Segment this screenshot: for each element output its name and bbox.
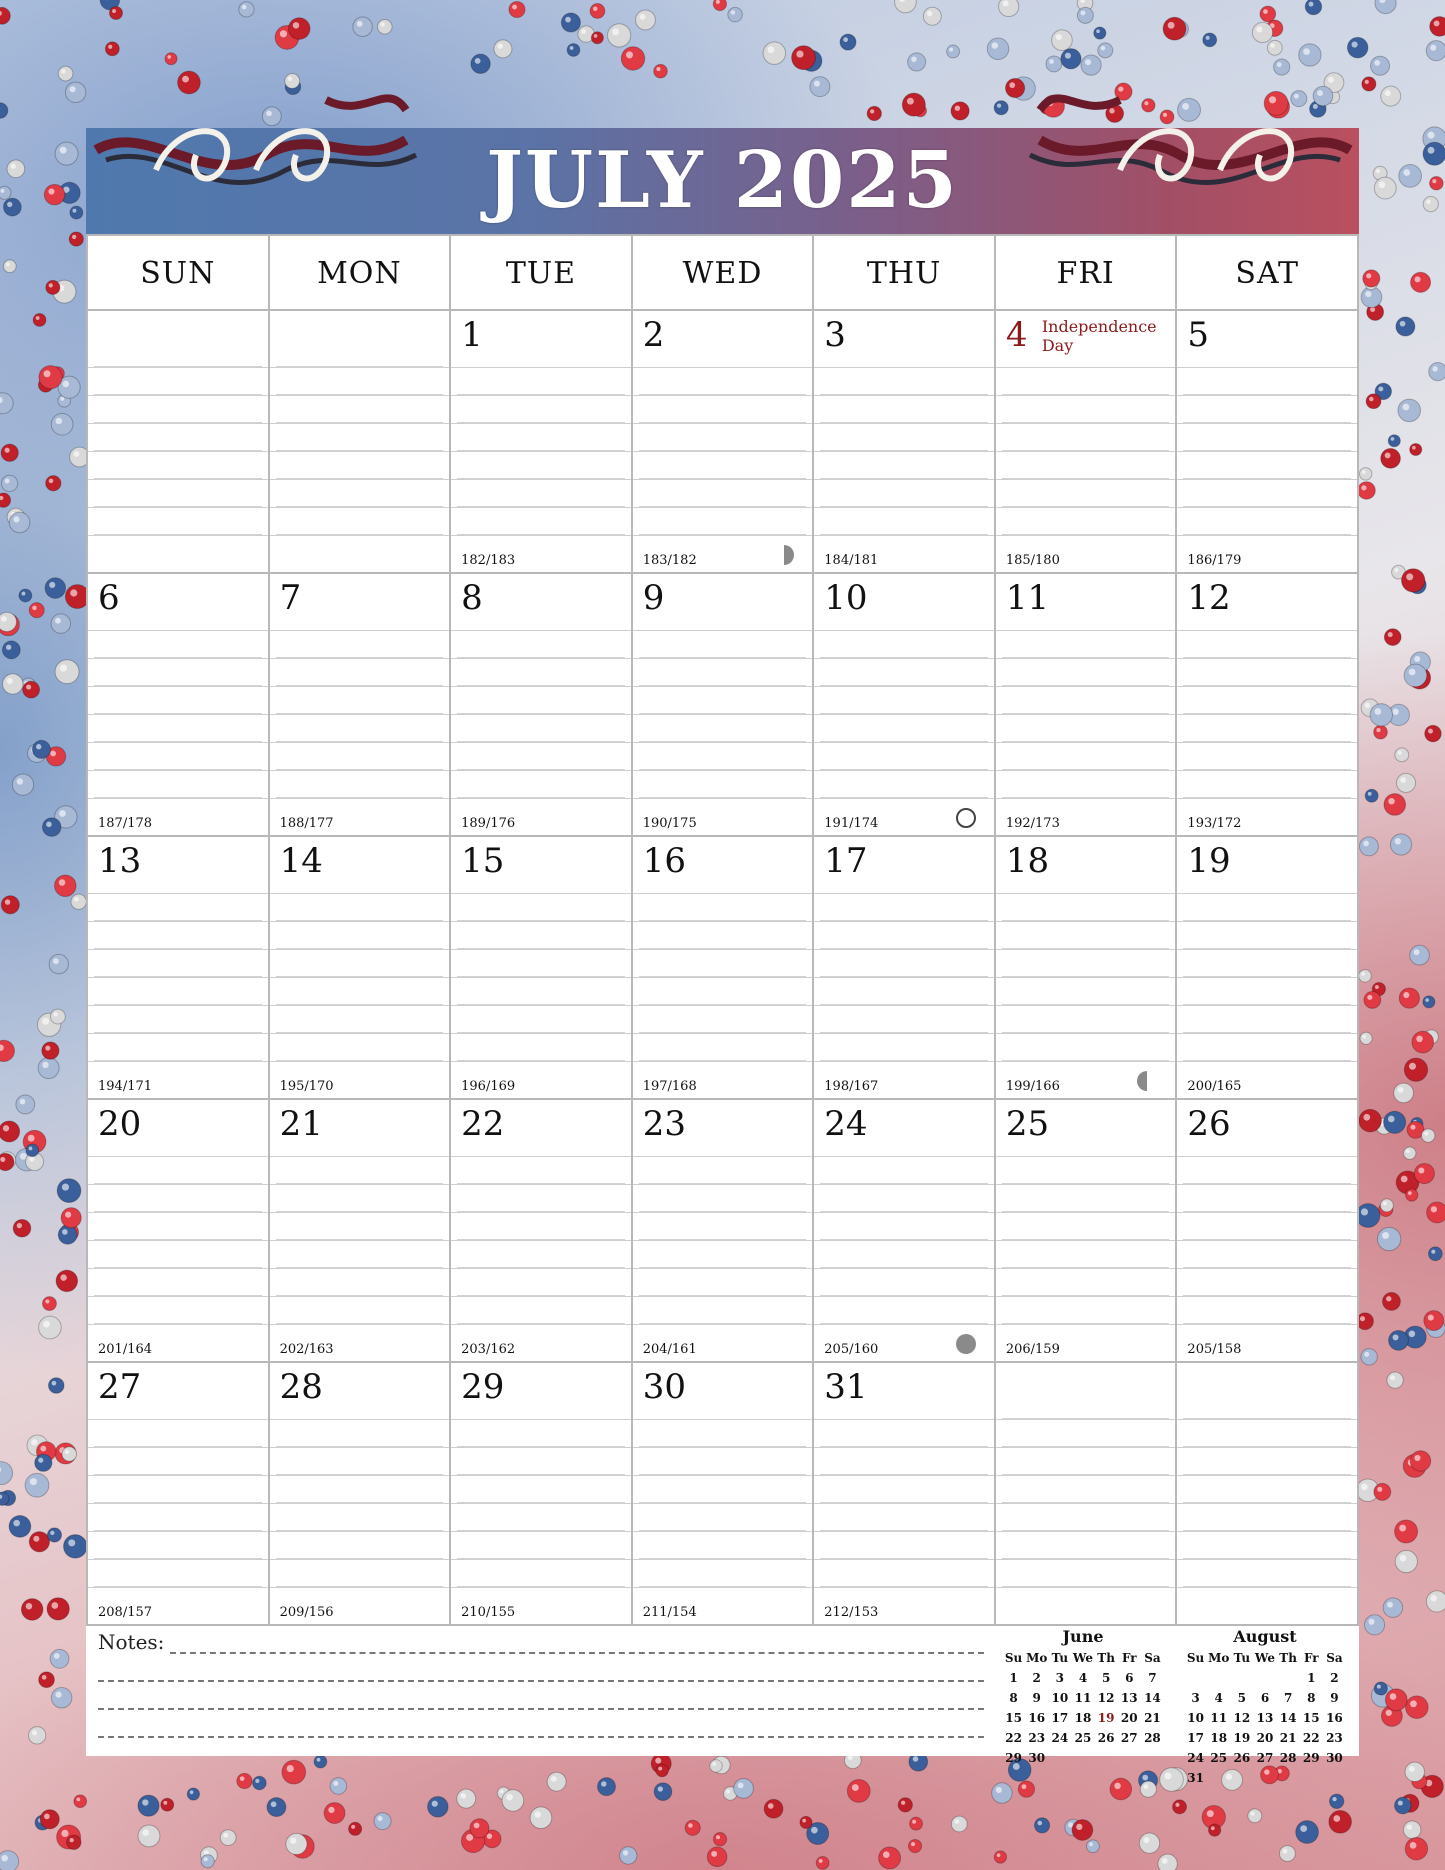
mini-day: 28 bbox=[1279, 1751, 1297, 1765]
day-of-year-count: 182/183 bbox=[461, 553, 516, 568]
day-cell-31[interactable] bbox=[814, 1363, 996, 1626]
mini-day: 3 bbox=[1055, 1671, 1065, 1685]
day-number: 17 bbox=[824, 841, 868, 881]
mini-weekday-header: Mo bbox=[1208, 1651, 1230, 1665]
moon-phase-new-icon bbox=[956, 1334, 976, 1354]
day-cell-1[interactable] bbox=[451, 311, 633, 574]
day-of-year-count: 188/177 bbox=[279, 816, 334, 831]
day-of-year-count: 209/156 bbox=[279, 1605, 334, 1620]
day-cell-14[interactable] bbox=[270, 837, 452, 1100]
writing-lines bbox=[276, 893, 444, 1073]
day-of-year-count: 203/162 bbox=[461, 1342, 516, 1357]
mini-day: 13 bbox=[1256, 1711, 1274, 1725]
mini-day: 20 bbox=[1120, 1711, 1138, 1725]
mini-day: 29 bbox=[1005, 1751, 1022, 1765]
writing-lines bbox=[820, 1156, 988, 1336]
day-cell-9[interactable] bbox=[633, 574, 815, 837]
day-number: 23 bbox=[642, 1104, 686, 1144]
mini-weekday-header: Sa bbox=[1326, 1651, 1343, 1665]
day-cell-21[interactable] bbox=[270, 1100, 452, 1363]
writing-lines bbox=[1183, 893, 1351, 1073]
day-cell-30[interactable] bbox=[633, 1363, 815, 1626]
day-cell-17[interactable] bbox=[814, 837, 996, 1100]
mini-day: 14 bbox=[1144, 1691, 1161, 1705]
day-of-year-count: 208/157 bbox=[98, 1605, 153, 1620]
mini-weekday-header: Tu bbox=[1051, 1651, 1069, 1665]
writing-lines bbox=[94, 630, 262, 810]
mini-day-empty bbox=[1253, 1668, 1276, 1688]
day-cell-24[interactable] bbox=[814, 1100, 996, 1363]
writing-lines bbox=[820, 1419, 988, 1599]
moon-phase-full-icon bbox=[956, 808, 976, 828]
weekday-header-mon: MON bbox=[270, 236, 452, 311]
writing-lines bbox=[94, 1156, 262, 1336]
notes-line[interactable] bbox=[98, 1708, 984, 1710]
mini-weekday-header: Su bbox=[1186, 1651, 1205, 1665]
day-of-year-count: 186/179 bbox=[1187, 553, 1242, 568]
mini-day: 2 bbox=[1032, 1671, 1041, 1685]
mini-calendar-august bbox=[1184, 1626, 1346, 1788]
day-cell-empty[interactable] bbox=[996, 1363, 1178, 1626]
day-cell-12[interactable] bbox=[1177, 574, 1359, 837]
writing-lines bbox=[639, 367, 807, 547]
mini-day: 17 bbox=[1187, 1731, 1204, 1745]
mini-day: 25 bbox=[1074, 1731, 1092, 1745]
day-cell-13[interactable] bbox=[88, 837, 270, 1100]
moon-phase-last-icon bbox=[1137, 1071, 1157, 1091]
notes-label: Notes: bbox=[98, 1630, 165, 1654]
day-cell-29[interactable] bbox=[451, 1363, 633, 1626]
day-cell-25[interactable] bbox=[996, 1100, 1178, 1363]
mini-day: 25 bbox=[1210, 1751, 1228, 1765]
mini-day: 16 bbox=[1326, 1711, 1343, 1725]
mini-day: 12 bbox=[1233, 1711, 1251, 1725]
writing-lines bbox=[276, 630, 444, 810]
day-of-year-count: 194/171 bbox=[98, 1079, 153, 1094]
writing-lines bbox=[276, 1419, 444, 1599]
day-number: 25 bbox=[1005, 1104, 1050, 1144]
writing-lines bbox=[457, 630, 625, 810]
day-number: 10 bbox=[824, 578, 868, 618]
mini-day: 18 bbox=[1210, 1731, 1228, 1745]
day-number: 27 bbox=[98, 1367, 142, 1407]
day-of-year-count: 211/154 bbox=[642, 1605, 697, 1620]
mini-day: 30 bbox=[1326, 1751, 1343, 1765]
mini-calendar-title: June bbox=[1062, 1627, 1104, 1646]
day-number: 8 bbox=[461, 578, 483, 618]
mini-day: 14 bbox=[1279, 1711, 1297, 1725]
day-of-year-count: 185/180 bbox=[1005, 553, 1060, 568]
writing-lines bbox=[94, 893, 262, 1073]
day-cell-empty[interactable] bbox=[1177, 1363, 1359, 1626]
day-cell-7[interactable] bbox=[270, 574, 452, 837]
mini-weekday-header: Th bbox=[1279, 1651, 1297, 1665]
writing-lines bbox=[639, 893, 807, 1073]
mini-day: 2 bbox=[1330, 1671, 1339, 1685]
mini-day: 10 bbox=[1187, 1711, 1204, 1725]
mini-calendar-days bbox=[1002, 1648, 1164, 1768]
day-cell-27[interactable] bbox=[88, 1363, 270, 1626]
mini-day: 10 bbox=[1051, 1691, 1069, 1705]
day-cell-2[interactable] bbox=[633, 311, 815, 574]
mini-day: 21 bbox=[1279, 1731, 1297, 1745]
day-of-year-count: 197/168 bbox=[642, 1079, 697, 1094]
day-number: 24 bbox=[824, 1104, 868, 1144]
ribbon-ornament-right bbox=[1020, 60, 1360, 230]
day-number: 22 bbox=[461, 1104, 505, 1144]
weekday-header-sun: SUN bbox=[88, 236, 270, 311]
mini-weekday-header: Fr bbox=[1303, 1651, 1319, 1665]
writing-lines bbox=[276, 1156, 444, 1336]
mini-day: 23 bbox=[1028, 1731, 1046, 1745]
day-cell-28[interactable] bbox=[270, 1363, 452, 1626]
mini-day-empty bbox=[1184, 1668, 1207, 1688]
mini-day: 28 bbox=[1144, 1731, 1161, 1745]
mini-day: 11 bbox=[1074, 1691, 1092, 1705]
mini-day: 5 bbox=[1101, 1671, 1111, 1685]
day-cell-empty[interactable] bbox=[270, 311, 452, 574]
day-cell-23[interactable] bbox=[633, 1100, 815, 1363]
mini-day: 24 bbox=[1051, 1731, 1069, 1745]
mini-weekday-header: Su bbox=[1004, 1651, 1023, 1665]
mini-day: 4 bbox=[1214, 1691, 1223, 1705]
mini-weekday-header: Tu bbox=[1233, 1651, 1251, 1665]
mini-day: 22 bbox=[1302, 1731, 1320, 1745]
day-of-year-count: 191/174 bbox=[824, 816, 879, 831]
day-of-year-count: 212/153 bbox=[824, 1605, 879, 1620]
day-cell-20[interactable] bbox=[88, 1100, 270, 1363]
day-of-year-count: 205/160 bbox=[824, 1342, 879, 1357]
day-cell-empty[interactable] bbox=[88, 311, 270, 574]
mini-day: 27 bbox=[1256, 1751, 1274, 1765]
day-number: 18 bbox=[1005, 841, 1050, 881]
mini-day: 1 bbox=[1009, 1671, 1018, 1685]
mini-day: 1 bbox=[1307, 1671, 1316, 1685]
day-number: 6 bbox=[98, 578, 120, 618]
day-cell-15[interactable] bbox=[451, 837, 633, 1100]
mini-day: 27 bbox=[1120, 1731, 1138, 1745]
writing-lines bbox=[639, 1419, 807, 1599]
writing-lines bbox=[820, 893, 988, 1073]
day-cell-26[interactable] bbox=[1177, 1100, 1359, 1363]
day-of-year-count: 201/164 bbox=[98, 1342, 153, 1357]
day-of-year-count: 189/176 bbox=[461, 816, 516, 831]
day-number: 14 bbox=[279, 841, 323, 881]
day-number: 1 bbox=[461, 315, 483, 355]
mini-weekday-header: Fr bbox=[1121, 1651, 1137, 1665]
writing-lines bbox=[1183, 367, 1351, 547]
mini-day: 15 bbox=[1005, 1711, 1022, 1725]
day-number: 26 bbox=[1187, 1104, 1231, 1144]
mini-day: 29 bbox=[1302, 1751, 1320, 1765]
day-number: 13 bbox=[98, 841, 142, 881]
day-number: 28 bbox=[279, 1367, 323, 1407]
mini-weekday-header: Sa bbox=[1144, 1651, 1161, 1665]
mini-day: 7 bbox=[1283, 1691, 1293, 1705]
mini-day: 22 bbox=[1005, 1731, 1022, 1745]
writing-lines bbox=[457, 367, 625, 547]
day-cell-22[interactable] bbox=[451, 1100, 633, 1363]
writing-lines bbox=[457, 1419, 625, 1599]
mini-calendar-days bbox=[1184, 1648, 1346, 1788]
day-cell-11[interactable] bbox=[996, 574, 1178, 837]
day-number: 4 bbox=[1005, 315, 1028, 355]
mini-day: 30 bbox=[1028, 1751, 1046, 1765]
writing-lines bbox=[276, 339, 444, 547]
day-cell-6[interactable] bbox=[88, 574, 270, 837]
day-number: 11 bbox=[1005, 578, 1050, 618]
day-cell-4[interactable] bbox=[996, 311, 1178, 574]
writing-lines bbox=[820, 367, 988, 547]
mini-day: 24 bbox=[1187, 1751, 1204, 1765]
day-number: 29 bbox=[461, 1367, 505, 1407]
mini-day: 26 bbox=[1097, 1731, 1115, 1745]
day-of-year-count: 198/167 bbox=[824, 1079, 879, 1094]
day-number: 5 bbox=[1187, 315, 1210, 355]
day-cell-3[interactable] bbox=[814, 311, 996, 574]
weekday-header-thu: THU bbox=[814, 236, 996, 311]
mini-day: 8 bbox=[1307, 1691, 1316, 1705]
mini-weekday-header: Th bbox=[1097, 1651, 1115, 1665]
mini-day: 15 bbox=[1302, 1711, 1320, 1725]
notes-line[interactable] bbox=[98, 1680, 984, 1682]
day-number: 21 bbox=[279, 1104, 323, 1144]
mini-day: 13 bbox=[1120, 1691, 1138, 1705]
mini-calendar-june bbox=[1002, 1626, 1164, 1768]
day-number: 16 bbox=[642, 841, 686, 881]
writing-lines bbox=[457, 1156, 625, 1336]
mini-day: 6 bbox=[1260, 1691, 1270, 1705]
day-number: 2 bbox=[642, 315, 665, 355]
mini-day: 18 bbox=[1074, 1711, 1092, 1725]
day-of-year-count: 202/163 bbox=[279, 1342, 334, 1357]
mini-day-empty bbox=[1230, 1668, 1253, 1688]
writing-lines bbox=[1002, 1391, 1170, 1599]
mini-day: 31 bbox=[1187, 1771, 1204, 1785]
mini-day-empty bbox=[1207, 1668, 1230, 1688]
mini-day: 6 bbox=[1125, 1671, 1134, 1685]
mini-day: 23 bbox=[1326, 1731, 1343, 1745]
mini-day: 9 bbox=[1330, 1691, 1339, 1705]
writing-lines bbox=[457, 893, 625, 1073]
mini-weekday-header: We bbox=[1072, 1651, 1094, 1665]
mini-day: 5 bbox=[1237, 1691, 1247, 1705]
day-number: 15 bbox=[461, 841, 505, 881]
mini-day: 9 bbox=[1032, 1691, 1041, 1705]
day-number: 9 bbox=[642, 578, 665, 618]
writing-lines bbox=[639, 1156, 807, 1336]
weekday-header-sat: SAT bbox=[1177, 236, 1359, 311]
mini-day: 4 bbox=[1078, 1671, 1088, 1685]
weekday-header-tue: TUE bbox=[451, 236, 633, 311]
day-of-year-count: 193/172 bbox=[1187, 816, 1242, 831]
weekday-header-wed: WED bbox=[633, 236, 815, 311]
mini-weekday-header: Mo bbox=[1026, 1651, 1048, 1665]
day-of-year-count: 183/182 bbox=[642, 553, 697, 568]
writing-lines bbox=[1183, 630, 1351, 810]
mini-day: 19 bbox=[1233, 1731, 1251, 1745]
day-of-year-count: 187/178 bbox=[98, 816, 153, 831]
ribbon-ornament-left bbox=[86, 60, 426, 230]
day-of-year-count: 184/181 bbox=[824, 553, 879, 568]
mini-day: 26 bbox=[1233, 1751, 1251, 1765]
day-cell-16[interactable] bbox=[633, 837, 815, 1100]
writing-lines bbox=[94, 339, 262, 547]
day-of-year-count: 204/161 bbox=[642, 1342, 697, 1357]
writing-lines bbox=[639, 630, 807, 810]
weekday-header-fri: FRI bbox=[996, 236, 1178, 311]
day-of-year-count: 195/170 bbox=[279, 1079, 334, 1094]
day-of-year-count: 192/173 bbox=[1005, 816, 1060, 831]
notes-area[interactable] bbox=[86, 1626, 996, 1754]
writing-lines bbox=[94, 1419, 262, 1599]
calendar-grid bbox=[86, 234, 1359, 1626]
writing-lines bbox=[1002, 630, 1170, 810]
mini-day: 16 bbox=[1028, 1711, 1046, 1725]
writing-lines bbox=[1002, 1156, 1170, 1336]
writing-lines bbox=[820, 630, 988, 810]
mini-weekday-header: We bbox=[1254, 1651, 1276, 1665]
mini-day-empty bbox=[1277, 1668, 1300, 1688]
notes-line[interactable] bbox=[170, 1652, 984, 1654]
day-of-year-count: 199/166 bbox=[1005, 1079, 1060, 1094]
day-number: 20 bbox=[98, 1104, 142, 1144]
day-number: 19 bbox=[1187, 841, 1231, 881]
day-of-year-count: 190/175 bbox=[642, 816, 697, 831]
day-cell-5[interactable] bbox=[1177, 311, 1359, 574]
day-cell-19[interactable] bbox=[1177, 837, 1359, 1100]
mini-day: 21 bbox=[1144, 1711, 1161, 1725]
day-number: 7 bbox=[279, 578, 302, 618]
writing-lines bbox=[1002, 893, 1170, 1073]
mini-day: 17 bbox=[1051, 1711, 1069, 1725]
moon-phase-first-icon bbox=[774, 545, 794, 565]
mini-calendar-title: August bbox=[1233, 1627, 1297, 1646]
mini-day: 12 bbox=[1097, 1691, 1115, 1705]
mini-day: 11 bbox=[1210, 1711, 1228, 1725]
writing-lines bbox=[1183, 1156, 1351, 1336]
day-number: 30 bbox=[642, 1367, 686, 1407]
day-of-year-count: 205/158 bbox=[1187, 1342, 1242, 1357]
calendar-sheet bbox=[86, 234, 1359, 1785]
day-of-year-count: 206/159 bbox=[1005, 1342, 1060, 1357]
day-cell-18[interactable] bbox=[996, 837, 1178, 1100]
day-cell-10[interactable] bbox=[814, 574, 996, 837]
writing-lines bbox=[1183, 1391, 1351, 1599]
mini-day: 20 bbox=[1256, 1731, 1274, 1745]
mini-day: 8 bbox=[1009, 1691, 1018, 1705]
day-of-year-count: 196/169 bbox=[461, 1079, 516, 1094]
day-number: 12 bbox=[1187, 578, 1231, 618]
holiday-label: Independence Day bbox=[1041, 317, 1157, 355]
day-of-year-count: 210/155 bbox=[461, 1605, 516, 1620]
day-cell-8[interactable] bbox=[451, 574, 633, 837]
day-number: 31 bbox=[824, 1367, 868, 1407]
mini-day: 7 bbox=[1148, 1671, 1157, 1685]
notes-line[interactable] bbox=[98, 1736, 984, 1738]
day-of-year-count: 200/165 bbox=[1187, 1079, 1242, 1094]
day-number: 3 bbox=[824, 315, 846, 355]
writing-lines bbox=[1002, 367, 1170, 547]
month-title: JULY 2025 bbox=[486, 135, 959, 226]
mini-day: 3 bbox=[1191, 1691, 1200, 1705]
mini-day: 19 bbox=[1097, 1711, 1115, 1725]
